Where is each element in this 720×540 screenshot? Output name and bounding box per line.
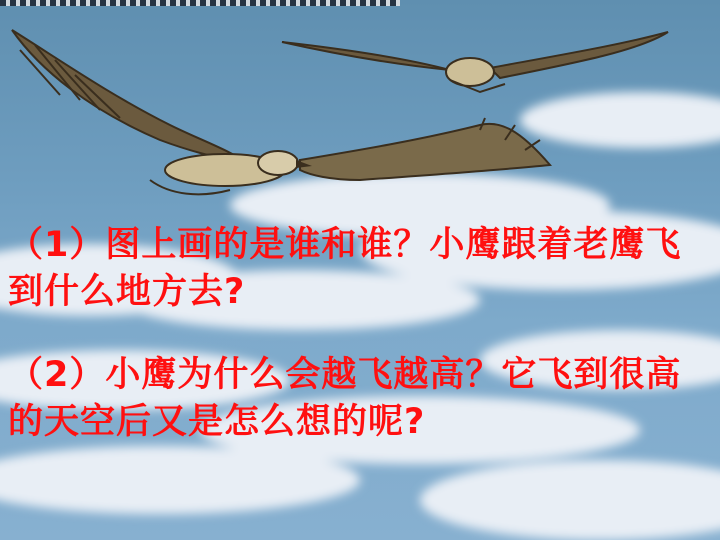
- question-1: （1）图上画的是谁和谁？小鹰跟着老鹰飞到什么地方去?: [8, 225, 682, 312]
- old-eagle-icon: [12, 30, 550, 194]
- question-2: （2）小鹰为什么会越飞越高？它飞到很高的天空后又是怎么想的呢?: [8, 355, 682, 442]
- young-eagle-icon: [282, 32, 668, 92]
